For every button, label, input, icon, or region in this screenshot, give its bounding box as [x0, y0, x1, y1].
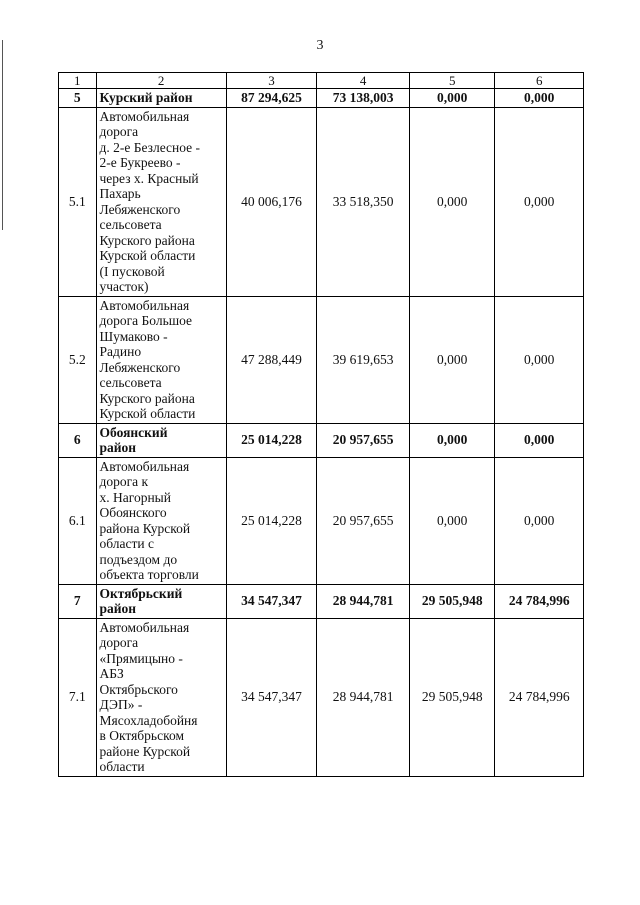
page-number: 3 — [316, 38, 324, 53]
value-col6-cell: 0,000 — [495, 296, 584, 423]
road-name-cell: Октябрьский район — [96, 584, 226, 618]
value-col6-cell: 24 784,996 — [495, 584, 584, 618]
value-col5-cell: 0,000 — [410, 423, 495, 457]
column-header: 6 — [495, 73, 584, 89]
column-header: 1 — [59, 73, 97, 89]
row-number-cell: 7 — [59, 584, 97, 618]
value-col6-cell: 0,000 — [495, 423, 584, 457]
value-col4-cell: 33 518,350 — [317, 107, 410, 296]
value-col6-cell: 0,000 — [495, 107, 584, 296]
value-col5-cell: 29 505,948 — [410, 584, 495, 618]
value-col5-cell: 0,000 — [410, 107, 495, 296]
value-col6-cell: 0,000 — [495, 457, 584, 584]
column-header: 2 — [96, 73, 226, 89]
value-col3-cell: 25 014,228 — [226, 423, 317, 457]
value-col4-cell: 39 619,653 — [317, 296, 410, 423]
row-number-cell: 6.1 — [59, 457, 97, 584]
value-col3-cell: 25 014,228 — [226, 457, 317, 584]
column-header: 4 — [317, 73, 410, 89]
column-header: 3 — [226, 73, 317, 89]
value-col4-cell: 28 944,781 — [317, 618, 410, 776]
value-col3-cell: 40 006,176 — [226, 107, 317, 296]
value-col5-cell: 0,000 — [410, 296, 495, 423]
header-row — [59, 73, 584, 89]
value-col5-cell: 29 505,948 — [410, 618, 495, 776]
row-number-cell: 5.2 — [59, 296, 97, 423]
value-col4-cell: 28 944,781 — [317, 584, 410, 618]
road-name-cell: Автомобильная дорога к х. Нагорный Обоянского района Курской области с подъездом до объекта торговли — [96, 457, 226, 584]
road-name-cell: Автомобильная дорога «Прямицыно - АБЗ Октябрьского ДЭП» - Мясохладобойня в Октябрьском районе Курской области — [96, 618, 226, 776]
value-col4-cell: 20 957,655 — [317, 457, 410, 584]
table-row — [59, 457, 584, 584]
row-number-cell: 6 — [59, 423, 97, 457]
table-row — [59, 107, 584, 296]
column-header: 5 — [410, 73, 495, 89]
value-col5-cell: 0,000 — [410, 89, 495, 108]
value-col4-cell: 73 138,003 — [317, 89, 410, 108]
row-number-cell: 5.1 — [59, 107, 97, 296]
margin-line — [2, 40, 3, 230]
district-row — [59, 89, 584, 108]
table-row — [59, 296, 584, 423]
value-col5-cell: 0,000 — [410, 457, 495, 584]
road-name-cell: Курский район — [96, 89, 226, 108]
value-col4-cell: 20 957,655 — [317, 423, 410, 457]
value-col3-cell: 34 547,347 — [226, 584, 317, 618]
district-row — [59, 584, 584, 618]
table-row — [59, 618, 584, 776]
value-col3-cell: 34 547,347 — [226, 618, 317, 776]
road-name-cell: Обоянский район — [96, 423, 226, 457]
value-col6-cell: 24 784,996 — [495, 618, 584, 776]
district-row — [59, 423, 584, 457]
row-number-cell: 7.1 — [59, 618, 97, 776]
road-name-cell: Автомобильная дорога Большое Шумаково - Радино Лебяженского сельсовета Курского района Курской области — [96, 296, 226, 423]
road-name-cell: Автомобильная дорога д. 2-е Безлесное - 2-е Букреево - через х. Красный Пахарь Лебяженского сельсовета Курского района Курской области (I пусковой участок) — [96, 107, 226, 296]
row-number-cell: 5 — [59, 89, 97, 108]
value-col3-cell: 47 288,449 — [226, 296, 317, 423]
budget-table — [58, 72, 584, 777]
value-col3-cell: 87 294,625 — [226, 89, 317, 108]
value-col6-cell: 0,000 — [495, 89, 584, 108]
